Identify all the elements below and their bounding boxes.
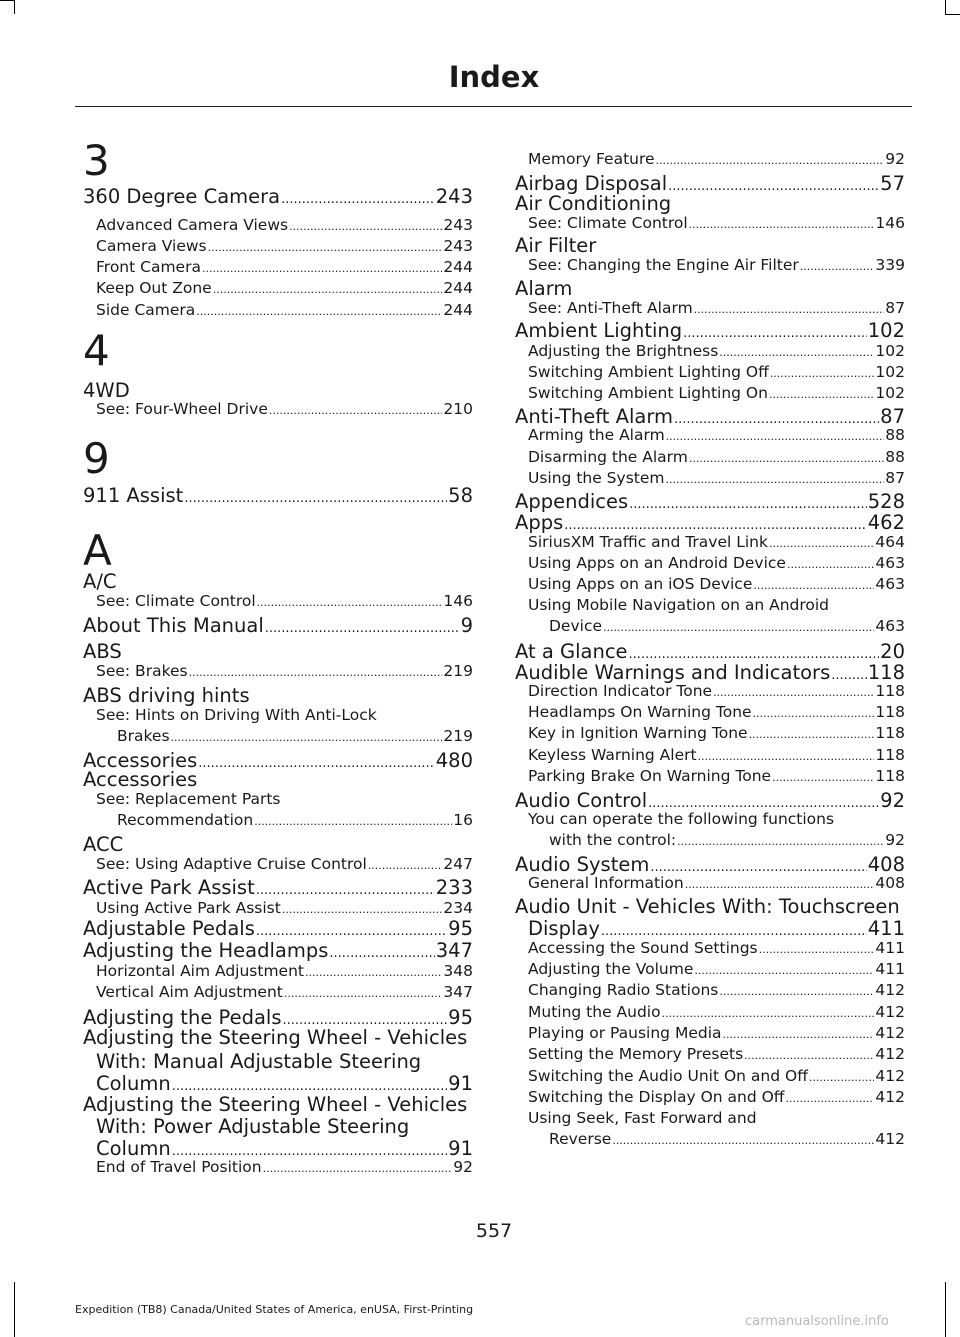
entry-page-number: 528: [867, 490, 905, 513]
index-subentry: [83, 962, 473, 980]
index-entry: A/C: [83, 570, 117, 593]
entry-label: Accessories: [83, 749, 198, 772]
entry-page-number: 102: [875, 363, 905, 381]
index-subentry: [83, 727, 473, 745]
entry-label: 360 Degree Camera: [83, 185, 281, 208]
index-entry: Air Conditioning: [515, 192, 672, 215]
index-entry: Audio Unit - Vehicles With: Touchscreen: [515, 895, 900, 918]
entry-page-number: 92: [885, 831, 905, 849]
entry-label: Adjusting the Brightness: [528, 342, 719, 360]
entry-page-number: 408: [875, 874, 905, 892]
entry-page-number: 92: [453, 1158, 473, 1176]
index-subentry: Using Mobile Navigation on an Android: [528, 596, 830, 614]
dot-leader: [772, 771, 874, 784]
entry-label: with the control:: [549, 831, 677, 849]
entry-page-number: 411: [875, 939, 905, 957]
dot-leader: [648, 796, 879, 811]
entry-label: Appendices: [515, 490, 629, 513]
index-subentry: [515, 724, 905, 742]
entry-label: Setting the Memory Presets: [528, 1045, 744, 1063]
entry-label: Brakes: [117, 727, 170, 745]
entry-label: Reverse: [549, 1130, 612, 1148]
entry-label: Apps: [515, 511, 564, 534]
index-subentry: [83, 258, 473, 276]
dot-leader: [184, 491, 447, 506]
dot-leader: [603, 621, 874, 634]
index-subentry: Using Seek, Fast Forward and: [528, 1109, 757, 1127]
entry-label: Ambient Lighting: [515, 319, 683, 342]
index-subentry: [515, 575, 905, 593]
index-subentry: [515, 426, 905, 444]
entry-page-number: 118: [875, 767, 905, 785]
dot-leader: [172, 1144, 447, 1159]
dot-leader: [612, 1134, 874, 1147]
entry-label: About This Manual: [83, 614, 264, 637]
dot-leader: [694, 303, 885, 316]
index-entry: [515, 661, 905, 684]
entry-page-number: 339: [875, 256, 905, 274]
entry-page-number: 88: [885, 448, 905, 466]
index-entry: [83, 185, 473, 208]
index-subentry: [515, 682, 905, 700]
index-entry: Adjusting the Steering Wheel - Vehicles: [83, 1093, 468, 1116]
entry-page-number: 118: [867, 661, 905, 684]
index-subentry: [83, 983, 473, 1001]
dot-leader: [289, 220, 442, 233]
entry-page-number: 243: [443, 237, 473, 255]
dot-leader: [785, 1092, 874, 1105]
index-subentry: [515, 1003, 905, 1021]
dot-leader: [713, 686, 874, 699]
entry-page-number: 233: [435, 876, 473, 899]
dot-leader: [753, 579, 874, 592]
entry-label: Adjusting the Volume: [528, 960, 694, 978]
entry-page-number: 462: [867, 511, 905, 534]
index-subentry: [515, 342, 905, 360]
entry-page-number: 118: [875, 703, 905, 721]
index-entry: ABS: [83, 640, 122, 663]
dot-leader: [800, 260, 875, 273]
index-entry: ABS driving hints: [83, 684, 250, 707]
entry-page-number: 463: [875, 575, 905, 593]
dot-leader: [723, 1028, 875, 1041]
footer-text: Expedition (TB8) Canada/United States of America, enUSA, First-Printing: [75, 1303, 474, 1316]
entry-label: End of Travel Position: [96, 1158, 262, 1176]
entry-page-number: 412: [875, 1088, 905, 1106]
dot-leader: [284, 987, 443, 1000]
entry-page-number: 9: [460, 614, 473, 637]
entry-label: Adjustable Pedals: [83, 917, 255, 940]
entry-page-number: 146: [443, 592, 473, 610]
index-entry: Adjusting the Steering Wheel - Vehicles: [83, 1026, 468, 1049]
dot-leader: [198, 756, 434, 771]
dot-leader: [769, 537, 874, 550]
entry-page-number: 347: [435, 939, 473, 962]
index-subentry: [83, 279, 473, 297]
index-subentry: [515, 533, 905, 551]
entry-page-number: 118: [875, 746, 905, 764]
index-entry: [515, 511, 905, 534]
dot-leader: [749, 728, 875, 741]
index-subentry: [83, 400, 473, 418]
entry-page-number: 91: [448, 1072, 473, 1095]
entry-label: Active Park Assist: [83, 876, 255, 899]
entry-page-number: 412: [875, 1130, 905, 1148]
entry-page-number: 244: [443, 258, 473, 276]
dot-leader: [282, 903, 443, 916]
index-subentry: [83, 811, 473, 829]
dot-leader: [171, 731, 443, 744]
entry-label: Switching the Audio Unit On and Off: [528, 1067, 808, 1085]
dot-leader: [265, 621, 460, 636]
index-subentry: [515, 299, 905, 317]
index-section-letter: A: [83, 526, 112, 575]
entry-label: Column: [96, 1072, 171, 1095]
index-entry: [83, 614, 473, 637]
dot-leader: [263, 1162, 453, 1175]
entry-label: Using the System: [528, 469, 665, 487]
entry-page-number: 88: [885, 426, 905, 444]
index-entry: ACC: [83, 833, 124, 856]
entry-label: Column: [96, 1137, 171, 1160]
entry-label: Playing or Pausing Media: [528, 1024, 722, 1042]
entry-label: Side Camera: [96, 301, 196, 319]
index-subentry: [515, 874, 905, 892]
index-subentry: [83, 662, 473, 680]
entry-label: Audible Warnings and Indicators: [515, 661, 831, 684]
entry-page-number: 87: [880, 405, 905, 428]
index-section-letter: 3: [83, 136, 110, 185]
index-subentry: [515, 256, 905, 274]
dot-leader: [189, 666, 443, 679]
entry-label: General Information: [528, 874, 684, 892]
entry-page-number: 146: [875, 214, 905, 232]
index-subentry: [515, 1024, 905, 1042]
entry-page-number: 243: [435, 185, 473, 208]
index-section-letter: 9: [83, 434, 110, 483]
entry-label: Disarming the Alarm: [528, 448, 688, 466]
index-entry: Alarm: [515, 277, 573, 300]
entry-label: Recommendation: [117, 811, 254, 829]
index-subentry: [83, 237, 473, 255]
entry-label: Parking Brake On Warning Tone: [528, 767, 772, 785]
dot-leader: [305, 966, 442, 979]
entry-page-number: 95: [448, 917, 473, 940]
entry-page-number: 411: [867, 917, 905, 940]
index-subentry: [515, 703, 905, 721]
crop-mark: [945, 14, 960, 15]
dot-leader: [629, 647, 880, 662]
entry-page-number: 118: [875, 724, 905, 742]
entry-label: See: Using Adaptive Cruise Control: [96, 855, 367, 873]
crop-mark: [945, 1282, 946, 1337]
index-entry: With: Manual Adjustable Steering: [96, 1050, 422, 1073]
entry-label: Headlamps On Warning Tone: [528, 703, 752, 721]
index-subentry: You can operate the following functions: [528, 810, 835, 828]
index-entry: [83, 876, 473, 899]
entry-label: Switching Ambient Lighting On: [528, 384, 768, 402]
dot-leader: [656, 154, 885, 167]
entry-label: Direction Indicator Tone: [528, 682, 713, 700]
entry-label: Adjusting the Pedals: [83, 1006, 282, 1029]
index-subentry: [515, 1088, 905, 1106]
entry-page-number: 243: [443, 216, 473, 234]
dot-leader: [601, 924, 867, 939]
index-subentry: [515, 831, 905, 849]
entry-label: Accessing the Sound Settings: [528, 939, 758, 957]
entry-page-number: 219: [443, 727, 473, 745]
index-subentry: See: Replacement Parts: [96, 790, 281, 808]
entry-label: Adjusting the Headlamps: [83, 939, 329, 962]
entry-label: Memory Feature: [528, 150, 655, 168]
dot-leader: [759, 943, 875, 956]
entry-label: See: Changing the Engine Air Filter: [528, 256, 799, 274]
dot-leader: [719, 346, 874, 359]
dot-leader: [257, 596, 443, 609]
entry-page-number: 210: [443, 400, 473, 418]
entry-page-number: 20: [880, 640, 905, 663]
index-subentry: [515, 767, 905, 785]
index-subentry: [515, 554, 905, 572]
entry-label: Switching Ambient Lighting Off: [528, 363, 769, 381]
entry-label: At a Glance: [515, 640, 628, 663]
index-subentry: [515, 1045, 905, 1063]
entry-label: Arming the Alarm: [528, 426, 665, 444]
entry-page-number: 234: [443, 899, 473, 917]
index-subentry: [83, 899, 473, 917]
entry-label: Display: [528, 917, 600, 940]
crop-mark: [945, 0, 946, 14]
entry-page-number: 348: [443, 962, 473, 980]
index-subentry: [515, 214, 905, 232]
entry-page-number: 102: [867, 319, 905, 342]
index-subentry: [515, 939, 905, 957]
dot-leader: [629, 497, 867, 512]
crop-mark: [0, 0, 14, 1]
dot-leader: [662, 1007, 875, 1020]
index-entry: [515, 917, 905, 940]
dot-leader: [769, 388, 874, 401]
dot-leader: [329, 946, 434, 961]
index-entry: [515, 853, 905, 876]
entry-page-number: 244: [443, 279, 473, 297]
page-number: [0, 1220, 960, 1242]
index-entry: [83, 1137, 473, 1160]
dot-leader: [650, 860, 866, 875]
index-subentry: [515, 960, 905, 978]
entry-label: Key in Ignition Warning Tone: [528, 724, 748, 742]
entry-label: Keep Out Zone: [96, 279, 212, 297]
index-subentry: [515, 150, 905, 168]
entry-page-number: 58: [448, 484, 473, 507]
index-subentry: [515, 746, 905, 764]
entry-page-number: 87: [885, 469, 905, 487]
entry-page-number: 412: [875, 981, 905, 999]
entry-label: Advanced Camera Views: [96, 216, 289, 234]
dot-leader: [683, 326, 867, 341]
index-subentry: [515, 981, 905, 999]
dot-leader: [719, 985, 874, 998]
entry-page-number: 244: [443, 301, 473, 319]
header-rule: [75, 106, 912, 107]
entry-label: Using Active Park Assist: [96, 899, 281, 917]
watermark: carmanualsonline.info: [745, 1314, 889, 1329]
index-subentry: [515, 448, 905, 466]
entry-page-number: 16: [453, 811, 473, 829]
entry-label: Switching the Display On and Off: [528, 1088, 785, 1106]
index-subentry: [515, 617, 905, 635]
dot-leader: [281, 192, 435, 207]
entry-page-number: 92: [880, 789, 905, 812]
index-entry: 4WD: [83, 379, 130, 402]
dot-leader: [674, 412, 879, 427]
index-entry: Air Filter: [515, 234, 597, 257]
entry-page-number: 412: [875, 1067, 905, 1085]
index-subentry: [515, 384, 905, 402]
entry-label: Vertical Aim Adjustment: [96, 983, 283, 1001]
entry-page-number: 219: [443, 662, 473, 680]
dot-leader: [256, 883, 435, 898]
dot-leader: [172, 1079, 447, 1094]
index-entry: [515, 319, 905, 342]
entry-page-number: 463: [875, 554, 905, 572]
entry-label: See: Climate Control: [96, 592, 256, 610]
entry-label: Audio Control: [515, 789, 648, 812]
entry-label: Keyless Warning Alert: [528, 746, 697, 764]
index-subentry: [83, 301, 473, 319]
dot-leader: [666, 430, 885, 443]
index-entry: [83, 917, 473, 940]
crop-mark: [14, 1282, 15, 1337]
entry-page-number: 480: [435, 749, 473, 772]
entry-page-number: 464: [875, 533, 905, 551]
crop-mark: [14, 0, 15, 14]
entry-page-number: 91: [448, 1137, 473, 1160]
index-subentry: [515, 363, 905, 381]
index-entry: [515, 640, 905, 663]
index-subentry: See: Hints on Driving With Anti-Lock: [96, 706, 377, 724]
page-number-text: 557: [475, 1220, 513, 1242]
dot-leader: [668, 179, 879, 194]
index-entry: [515, 490, 905, 513]
dot-leader: [689, 218, 875, 231]
entry-page-number: 347: [443, 983, 473, 1001]
entry-page-number: 95: [448, 1006, 473, 1029]
entry-label: Anti-Theft Alarm: [515, 405, 674, 428]
entry-label: See: Brakes: [96, 662, 188, 680]
entry-page-number: 92: [885, 150, 905, 168]
entry-page-number: 102: [875, 384, 905, 402]
entry-label: Airbag Disposal: [515, 172, 668, 195]
entry-page-number: 412: [875, 1045, 905, 1063]
page-title-text: Index: [448, 60, 540, 94]
dot-leader: [256, 924, 447, 939]
entry-label: Horizontal Aim Adjustment: [96, 962, 304, 980]
entry-label: SiriusXM Traffic and Travel Link: [528, 533, 768, 551]
entry-label: Using Apps on an Android Device: [528, 554, 786, 572]
index-subentry: [515, 469, 905, 487]
index-entry: Accessories: [83, 768, 198, 791]
entry-label: Front Camera: [96, 258, 201, 276]
dot-leader: [202, 262, 442, 275]
entry-label: See: Anti-Theft Alarm: [528, 299, 693, 317]
entry-page-number: 57: [880, 172, 905, 195]
index-subentry: [83, 1158, 473, 1176]
index-subentry: [515, 1067, 905, 1085]
dot-leader: [809, 1071, 875, 1084]
dot-leader: [677, 835, 884, 848]
index-section-letter: 4: [83, 326, 110, 375]
index-subentry: [83, 592, 473, 610]
entry-label: See: Four-Wheel Drive: [96, 400, 268, 418]
entry-label: See: Climate Control: [528, 214, 688, 232]
page-title: [0, 60, 960, 94]
entry-label: Camera Views: [96, 237, 207, 255]
index-subentry: [83, 855, 473, 873]
dot-leader: [269, 404, 443, 417]
dot-leader: [698, 750, 875, 763]
dot-leader: [831, 668, 867, 683]
entry-label: Audio System: [515, 853, 650, 876]
index-entry: [83, 1072, 473, 1095]
index-entry: [83, 484, 473, 507]
dot-leader: [753, 707, 875, 720]
index-subentry: [83, 216, 473, 234]
entry-label: Muting the Audio: [528, 1003, 661, 1021]
index-entry: With: Power Adjustable Steering: [96, 1115, 410, 1138]
dot-leader: [208, 241, 443, 254]
entry-label: Device: [549, 617, 603, 635]
entry-page-number: 412: [875, 1024, 905, 1042]
dot-leader: [770, 367, 875, 380]
entry-page-number: 118: [875, 682, 905, 700]
index-entry: [515, 789, 905, 812]
index-entry: [83, 939, 473, 962]
dot-leader: [689, 452, 884, 465]
entry-page-number: 463: [875, 617, 905, 635]
dot-leader: [254, 815, 452, 828]
entry-page-number: 247: [443, 855, 473, 873]
index-entry: [515, 405, 905, 428]
dot-leader: [665, 473, 884, 486]
entry-page-number: 408: [867, 853, 905, 876]
entry-label: 911 Assist: [83, 484, 184, 507]
entry-page-number: 412: [875, 1003, 905, 1021]
dot-leader: [213, 283, 443, 296]
dot-leader: [368, 859, 443, 872]
entry-page-number: 102: [875, 342, 905, 360]
dot-leader: [196, 305, 442, 318]
dot-leader: [787, 558, 874, 571]
dot-leader: [694, 964, 874, 977]
entry-page-number: 87: [885, 299, 905, 317]
entry-page-number: 411: [875, 960, 905, 978]
index-subentry: [515, 1130, 905, 1148]
dot-leader: [744, 1049, 874, 1062]
entry-label: Using Apps on an iOS Device: [528, 575, 753, 593]
dot-leader: [685, 878, 875, 891]
entry-label: Changing Radio Stations: [528, 981, 719, 999]
dot-leader: [564, 518, 867, 533]
